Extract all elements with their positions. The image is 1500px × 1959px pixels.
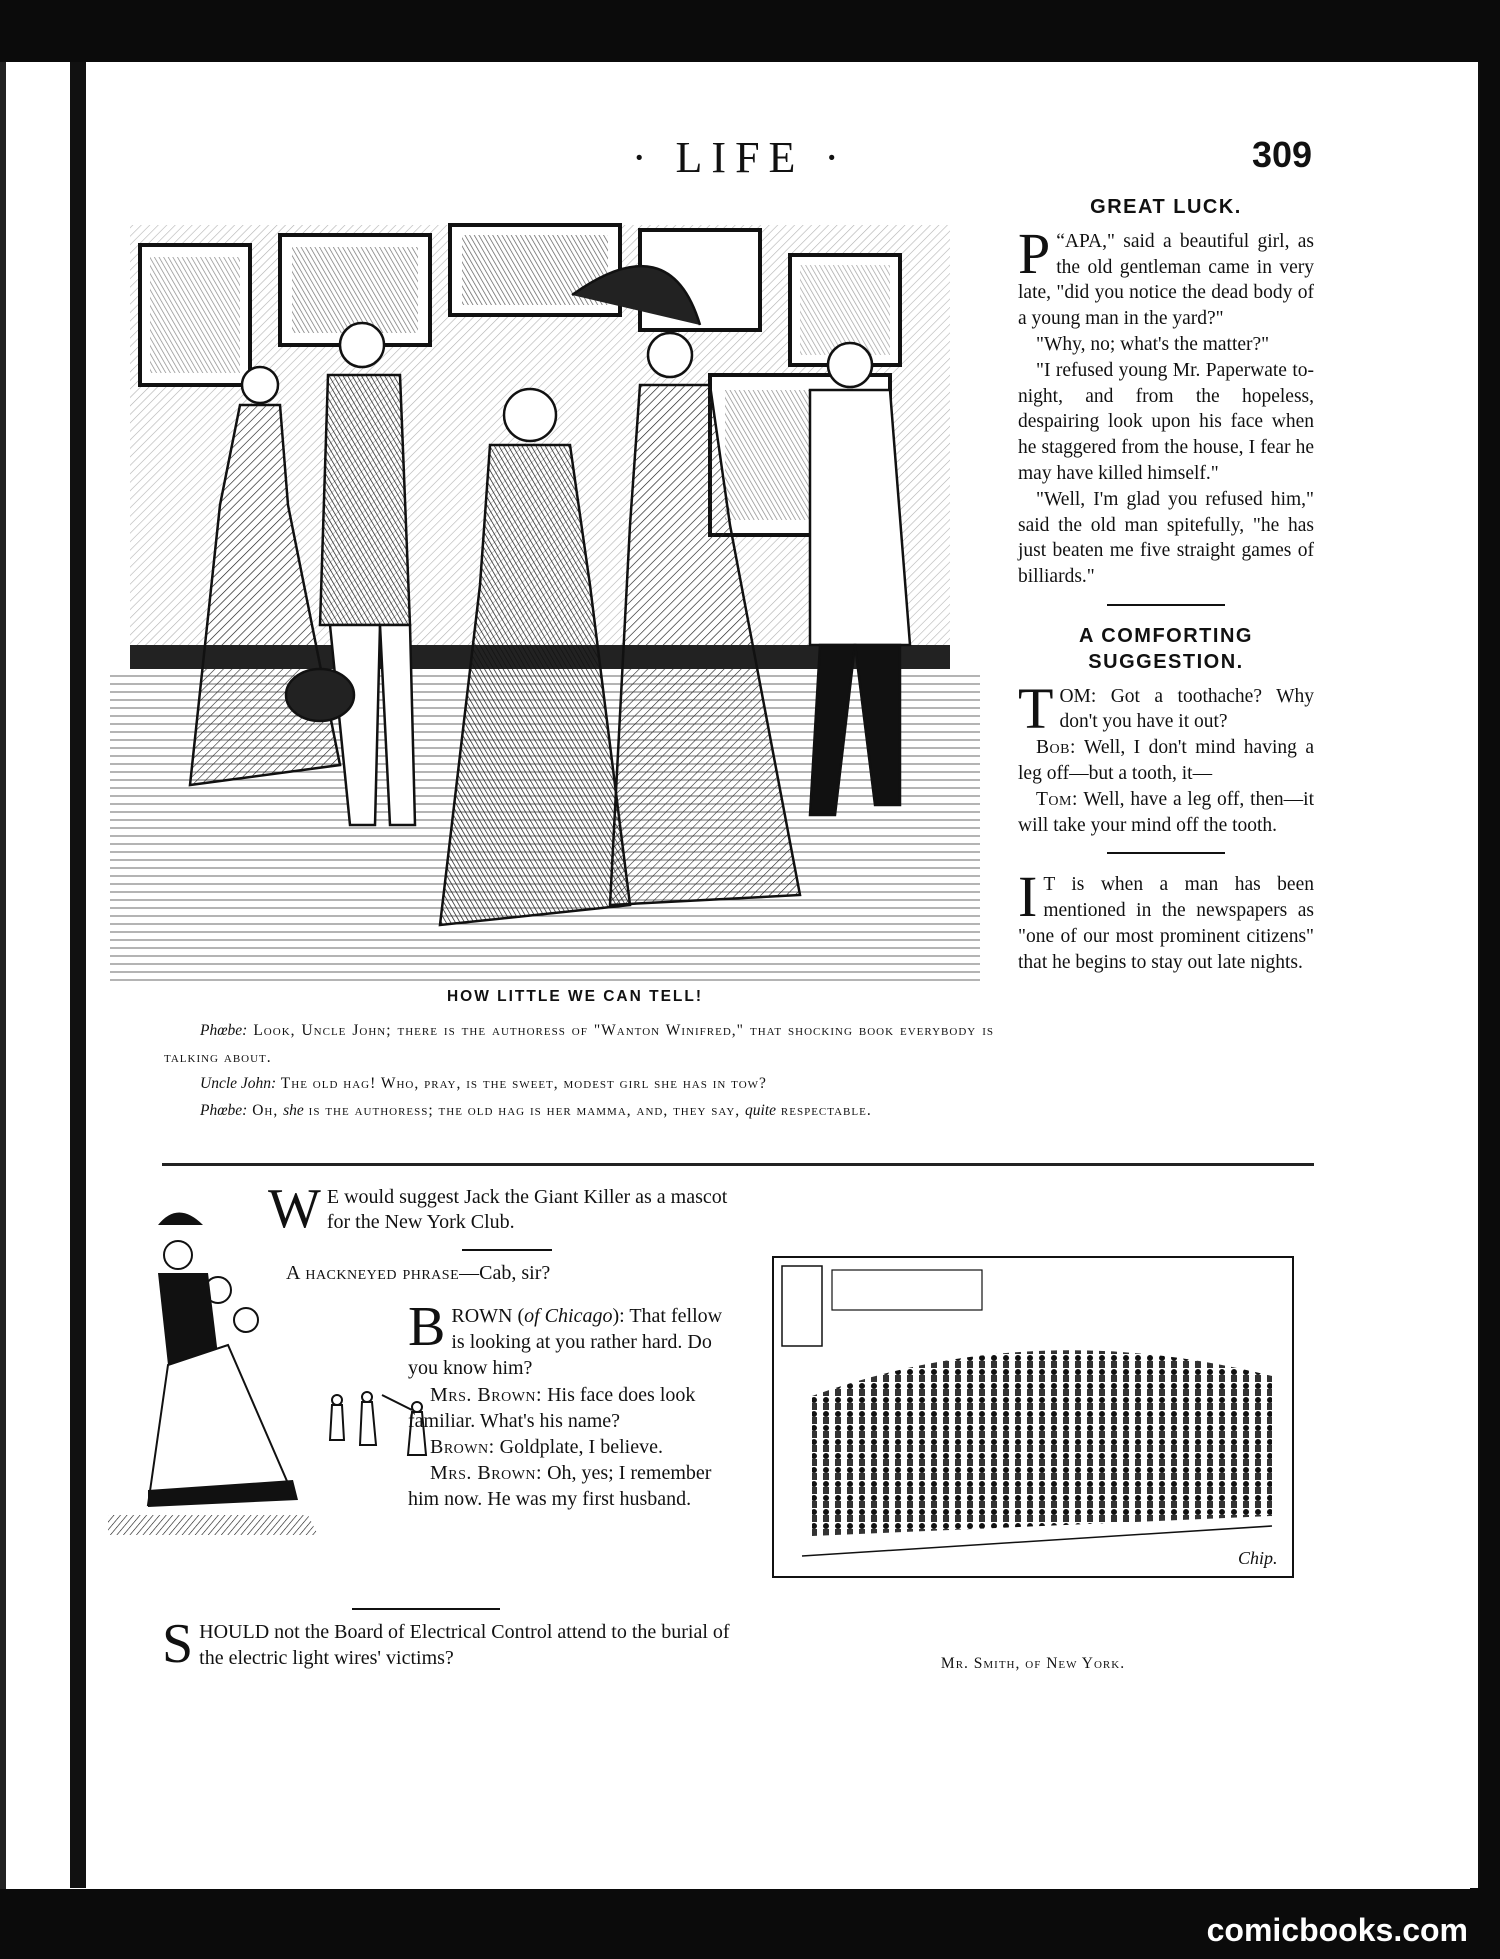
dialogue-line-3c: respectable. [776,1101,872,1119]
hackneyed-label: A hackneyed phrase [286,1262,460,1284]
comforting-line-1 [1018,675,1314,741]
brown-text-1a: ROWN ( [451,1305,525,1327]
dialogue-line-3b: is the authoress; the old hag is her mamma, and, they say, [303,1101,746,1119]
comforting-line-3 [1018,787,1314,839]
speaker-uncle-john: Uncle John: [200,1075,277,1093]
great-luck-para-4: "Well, I'm glad you refused him," said the old man spitefully, "he has just beaten me five straight games of billiards." [1018,488,1314,588]
electrical-text: HOULD not the Board of Electrical Control attend to the burial of the electric light wires' victims? [199,1621,730,1669]
horizontal-rule [162,1163,1314,1166]
dialogue-line-3a: Oh, [247,1101,284,1119]
speaker-tom: Tom: [1036,788,1078,810]
great-luck-para-2: "Why, no; what's the matter?" [1036,333,1270,355]
dropcap-w: W [268,1178,321,1240]
mascot-text: E would suggest Jack the Giant Killer as a mascot for the New York Club. [326,1186,728,1233]
brown-dialogue [408,1296,726,1513]
comforting-text-1: OM: Got a toothache? Why don't you have it out? [1059,685,1314,733]
gallery-illustration [110,205,980,985]
cartoon-caption-title: HOW LITTLE WE CAN TELL! [446,988,704,1005]
prominent-text: T is when a man has been mentioned in the newspapers as "one of our most prominent citizens" that he begins to stay out late nights. [1018,874,1314,973]
right-column [1018,195,1314,976]
dropcap-i: I [1018,864,1038,930]
brown-of-chicago: of Chicago [524,1305,613,1327]
hackneyed-text: —Cab, sir? [459,1262,551,1284]
divider-short-1 [462,1249,552,1251]
dropcap-t: T [1018,675,1054,741]
hackneyed-phrase [286,1262,706,1285]
speaker-phoebe: Phœbe: [200,1022,248,1039]
cartoon-dialogue [164,1018,994,1124]
dialogue-emphasis-quite: quite [745,1101,777,1119]
scan-border-left [0,62,6,1892]
divider-short-2 [352,1608,500,1610]
spectator-ladies-illustration [108,1195,318,1535]
section-divider [1107,604,1225,606]
masthead-title: · LIFE · [631,133,849,182]
brown-text-2: His face does look familiar. What's his name? [408,1383,696,1432]
great-luck-heading: GREAT LUCK. [1090,196,1242,218]
comforting-text-3: Well, have a leg off, then—it will take your mind off the tooth. [1018,788,1314,836]
watermark: comicbooks.com [1206,1912,1468,1948]
mascot-paragraph [268,1178,728,1240]
great-luck-para-1 [1018,220,1314,332]
dialogue-emphasis-she: she [283,1101,304,1119]
crowd-signature: Chip. [1238,1548,1278,1568]
scan-border-top [0,0,1500,62]
crowd-caption: Mr. Smith, of New York. [940,1655,1126,1672]
prominent-citizens-para [1018,864,1314,975]
speaker-mrs-brown: Mrs. Brown: [430,1383,543,1406]
section-divider-2 [1107,852,1225,854]
crowd-illustration [772,1256,1294,1578]
speaker-brown: Brown: [430,1436,495,1459]
brown-text-1b: ): That fellow is looking at you rather hard. Do you know him? [408,1305,723,1380]
brown-text-3: Goldplate, I believe. [494,1436,663,1459]
electrical-control-paragraph [162,1613,732,1675]
comforting-text-2: Well, I don't mind having a leg off—but a tooth, it— [1018,737,1314,784]
comforting-line-2 [1018,735,1314,787]
dialogue-line-2: The old hag! Who, pray, is the sweet, modest girl she has in tow? [276,1075,767,1093]
dropcap-s: S [162,1613,194,1675]
dialogue-line-1: Look, Uncle John; there is the authoress of "Wanton Winifred," that shocking book everybody is talking about. [164,1022,994,1066]
speaker-phoebe-2: Phœbe: [200,1101,248,1119]
brown-text-4: Oh, yes; I remember him now. He was my first husband. [408,1462,712,1511]
great-luck-para-3: "I refused young Mr. Paperwate to-night, and from the hopeless, despairing look upon his face when he staggered from the house, I fear he may have killed himself." [1018,359,1314,484]
page-number: 309 [1252,134,1313,175]
great-luck-text-1: APA," said a beautiful girl, as the old gentleman came in very late, "did you notice the dead body of a young man in the yard?" [1018,230,1314,330]
dropcap-b: B [408,1296,446,1358]
speaker-mrs-brown-2: Mrs. Brown: [430,1462,543,1485]
comforting-heading: A COMFORTING SUGGESTION. [1079,624,1253,673]
dropcap-p: P [1018,220,1051,286]
open-quote: “ [1056,230,1065,252]
speaker-bob: Bob: [1036,737,1076,759]
